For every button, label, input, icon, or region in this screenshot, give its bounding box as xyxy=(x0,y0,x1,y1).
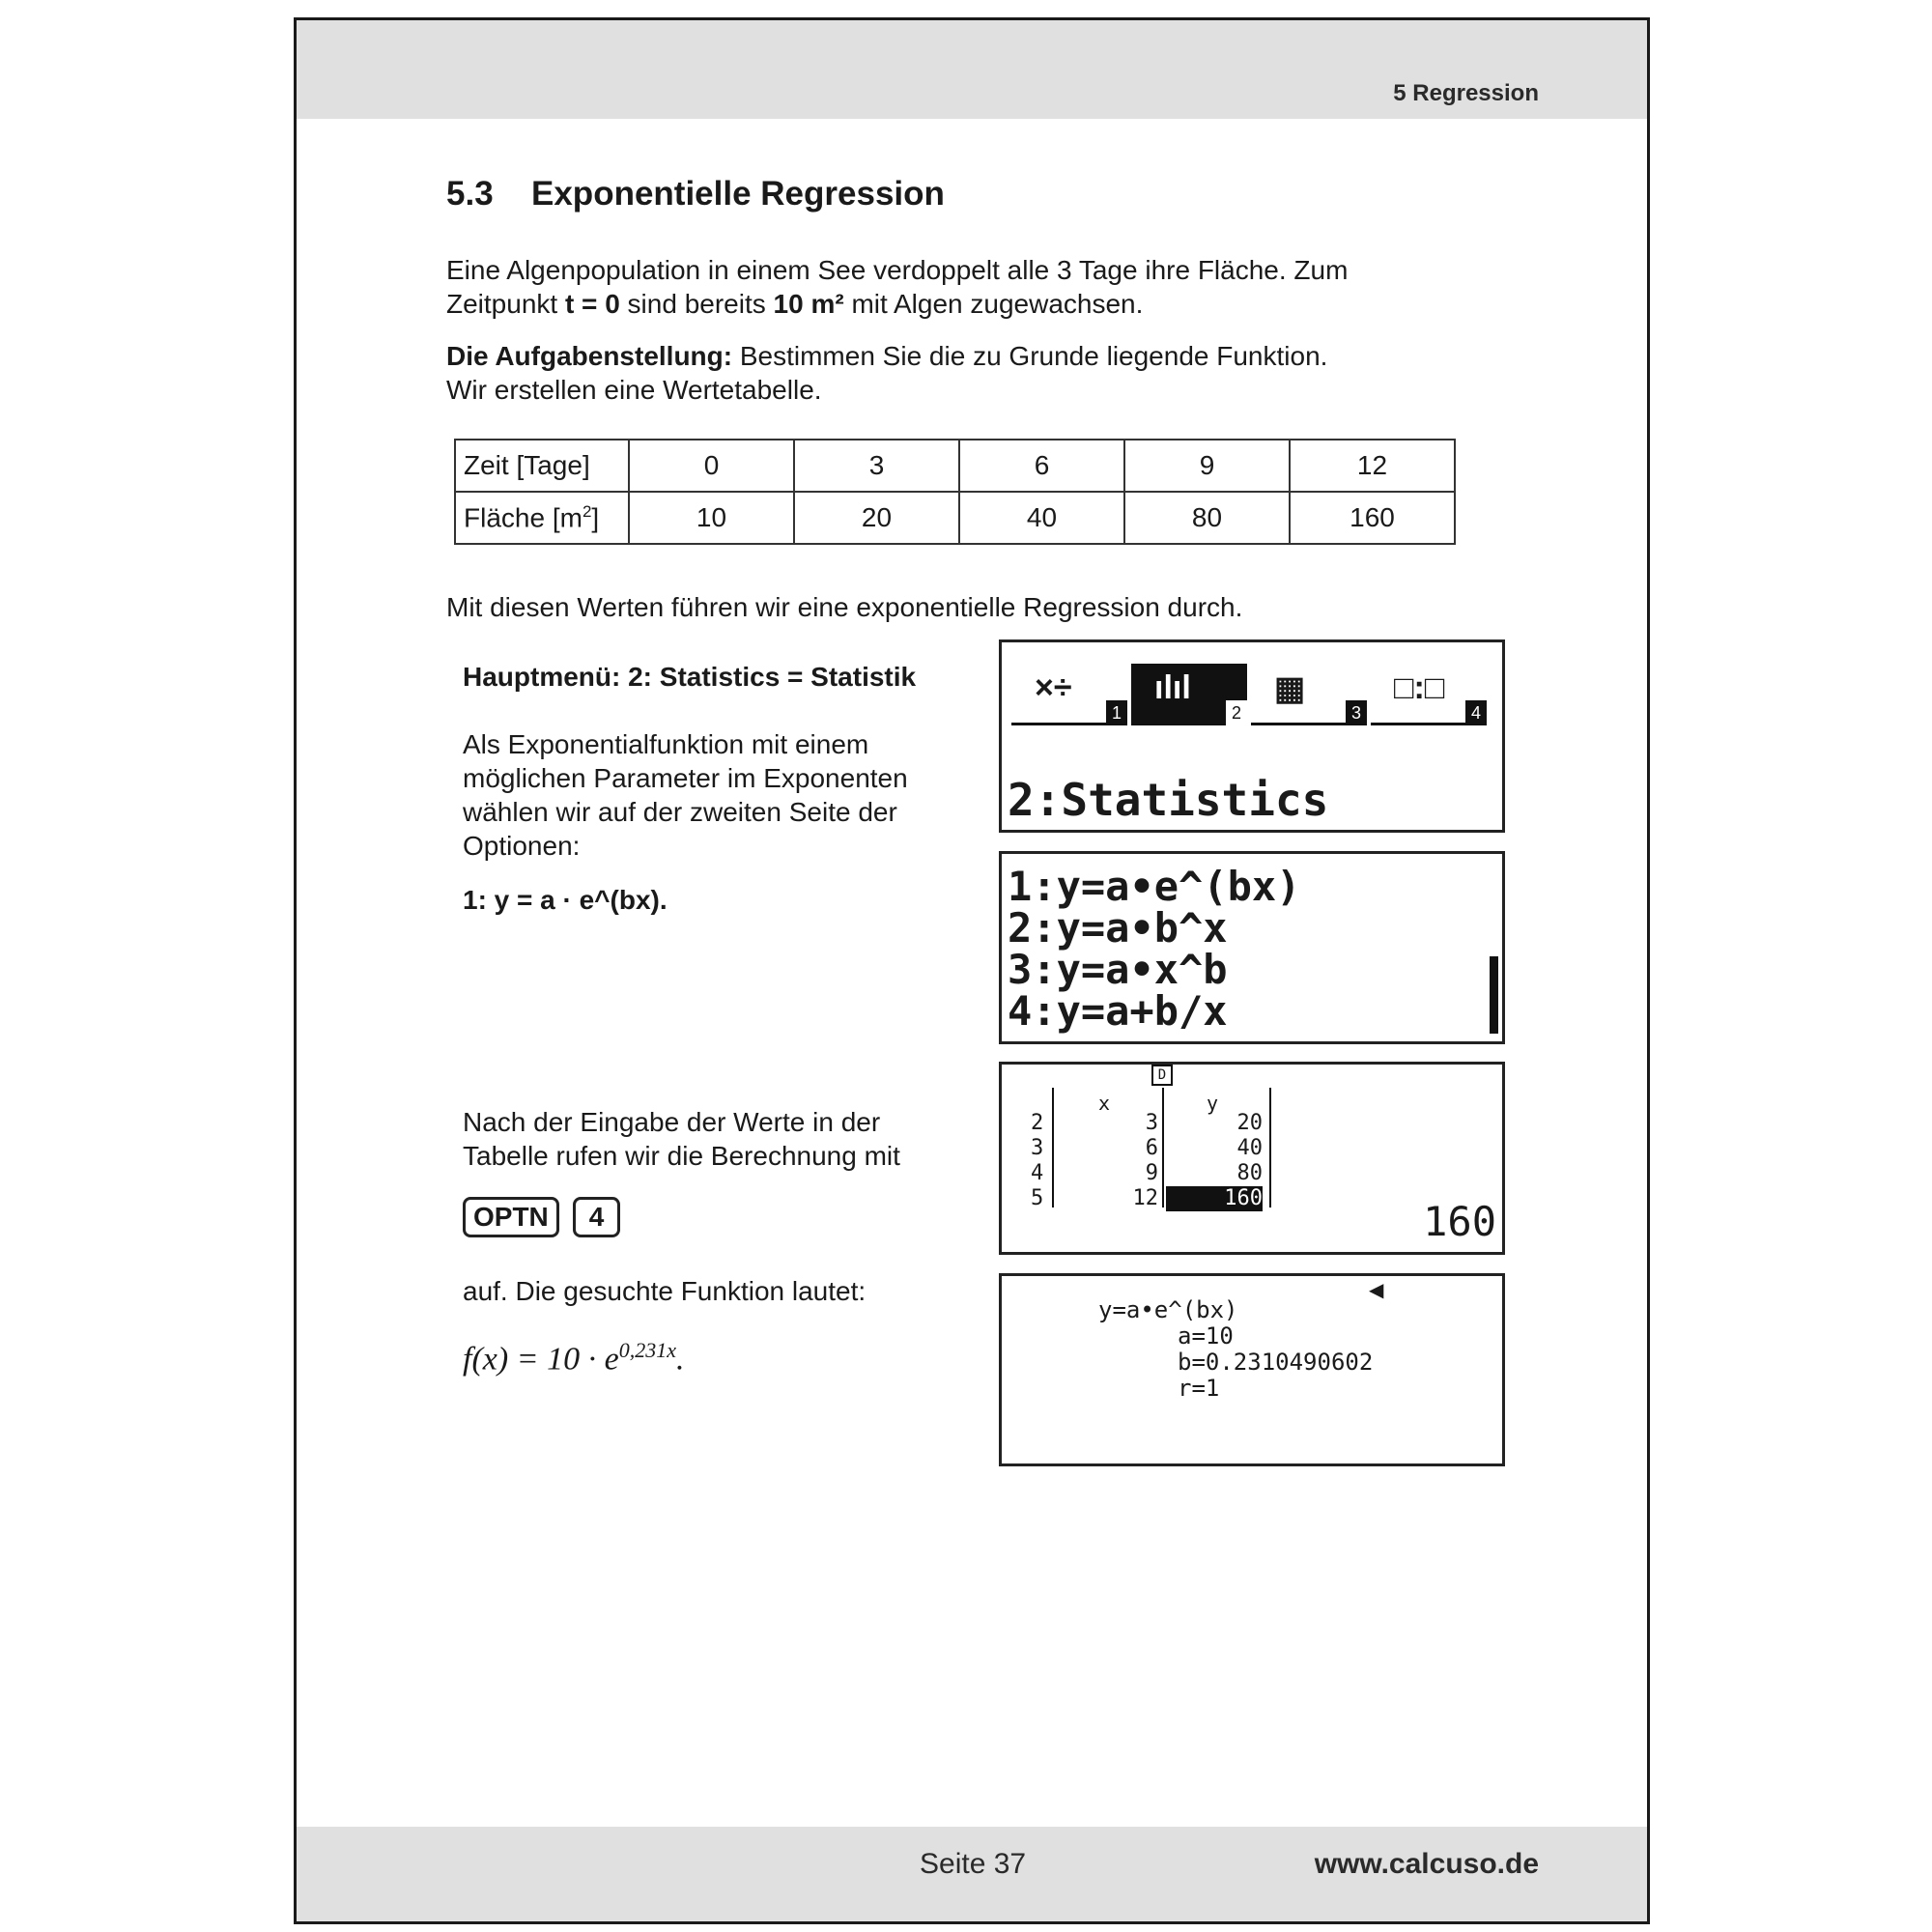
option-item: 3:y=a•x^b xyxy=(1008,946,1228,993)
mainmenu-instruction: Hauptmenü: 2: Statistics = Statistik xyxy=(463,662,917,692)
table-row-label: Fläche $[m^2]$ xyxy=(455,492,629,544)
task-line-2: Wir erstellen eine Wertetabelle. xyxy=(446,375,822,405)
option-item: 1:y=a•e^(bx) xyxy=(1008,863,1301,910)
option-label: 1: y = a · e^(bx). xyxy=(463,885,668,915)
result-formula: $f(x) = 10 \cdot e^{0,231x}$. xyxy=(463,1338,685,1378)
chapter-title: 5 Regression xyxy=(1393,80,1539,106)
table-cell: 0 xyxy=(629,440,794,492)
menu-tab-equation: □:□ 4 xyxy=(1371,664,1487,725)
table-cell: 40 xyxy=(959,492,1124,544)
result-intro: auf. Die gesuchte Funktion lautet: xyxy=(463,1276,867,1306)
section-title: Exponentielle Regression xyxy=(531,175,945,213)
regression-sentence: Mit diesen Werten führen wir eine exponentielle Regression durch. xyxy=(446,592,1243,622)
entry-value: 160 xyxy=(1423,1198,1496,1245)
menu-tab-table: ▦ 3 xyxy=(1251,664,1367,725)
result-r: r=1 xyxy=(1178,1375,1220,1402)
data-rows xyxy=(1031,1111,1272,1211)
scrollbar xyxy=(1490,956,1498,1034)
table-row xyxy=(455,492,1455,544)
section-number: 5.3 xyxy=(446,175,494,213)
document-page xyxy=(294,17,1650,1924)
key-4: 4 xyxy=(573,1197,621,1237)
result-lines xyxy=(1098,1297,1373,1402)
value-table xyxy=(454,439,1456,545)
table-cell: 20 xyxy=(794,492,959,544)
calculator-screen-result xyxy=(999,1273,1505,1466)
page-footer xyxy=(297,1827,1647,1921)
option-item: 2:y=a•b^x xyxy=(1008,904,1228,952)
calculator-screen-table xyxy=(999,1062,1505,1255)
degree-indicator: D xyxy=(1151,1065,1173,1086)
left-arrow-icon: ◀ xyxy=(1369,1280,1384,1301)
input-paragraph: Nach der Eingabe der Werte in der Tabelle rufen wir die Berechnung mit xyxy=(463,1107,900,1171)
calculator-screen-menu xyxy=(999,639,1505,833)
website-url: www.calcuso.de xyxy=(1314,1848,1539,1880)
options-list xyxy=(1008,863,1301,1035)
table-cell: 3 xyxy=(794,440,959,492)
table-row: 2 3 20 xyxy=(1031,1111,1263,1135)
menu-tab-statistics: ılıl 2 xyxy=(1131,664,1247,725)
table-row-label: Zeit [Tage] xyxy=(455,440,629,492)
table-cell: 6 xyxy=(959,440,1124,492)
table-row xyxy=(455,440,1455,492)
table-cell: 10 xyxy=(629,492,794,544)
table-row: 4 9 80 xyxy=(1031,1161,1263,1185)
table-cell: 12 xyxy=(1290,440,1455,492)
column-header-x: x xyxy=(1098,1092,1111,1115)
page-header xyxy=(297,20,1647,119)
table-cell: 160 xyxy=(1290,492,1455,544)
table-cell: 9 xyxy=(1124,440,1290,492)
optn-key: OPTN xyxy=(463,1197,559,1237)
menu-label: 2:Statistics xyxy=(1008,774,1329,826)
result-b: b=0.2310490602 xyxy=(1178,1349,1374,1376)
section-heading xyxy=(446,175,945,213)
option-item: 4:y=a+b/x xyxy=(1008,987,1228,1035)
table-row: 3 6 40 xyxy=(1031,1136,1263,1160)
table-row: 5 12 160 xyxy=(1031,1186,1263,1210)
task-line-1: Die Aufgabenstellung: Bestimmen Sie die zu Grunde liegende Funktion. xyxy=(446,341,1328,371)
intro-line-1: Eine Algenpopulation in einem See verdoppelt alle 3 Tage ihre Fläche. Zum xyxy=(446,255,1349,285)
task-label: Die Aufgabenstellung: xyxy=(446,341,733,371)
result-equation: y=a•e^(bx) xyxy=(1098,1296,1238,1323)
calculator-screen-options xyxy=(999,851,1505,1044)
explain-paragraph: Als Exponentialfunktion mit einem möglichen Parameter im Exponenten wählen wir auf der zweiten Seite der Optionen: xyxy=(463,729,908,861)
table-cell: 80 xyxy=(1124,492,1290,544)
intro-line-2: Zeitpunkt t = 0 sind bereits 10 m² mit Algen zugewachsen. xyxy=(446,289,1144,319)
task-paragraph xyxy=(446,339,1557,407)
page-number: Seite 37 xyxy=(920,1848,1027,1880)
selected-cell: 160 xyxy=(1166,1186,1263,1211)
menu-tab-calculate: ×÷ 1 xyxy=(1011,664,1127,725)
result-a: a=10 xyxy=(1178,1322,1234,1350)
intro-paragraph xyxy=(446,253,1557,321)
column-header-y: y xyxy=(1207,1092,1219,1115)
key-sequence xyxy=(463,1197,634,1237)
